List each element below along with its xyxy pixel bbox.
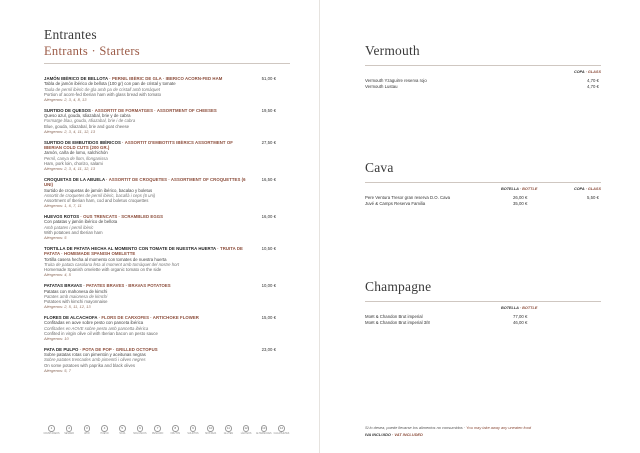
item-description-es: Jamón, caña de lomo, salchichón [44,150,108,156]
glass-price: 5,50 € [587,195,599,200]
item-description-ca: Patates amb maionesa de kimchi [44,293,108,299]
item-allergens: Alérgenos: 1, 6, 7, 11 [44,203,82,209]
item-description-en: Ham, pork loin, chorizo, salami [44,160,103,166]
item-description-es: Tabla de jamón ibérico de bellota (100 gr) con pan de cristal y tomate [44,81,176,87]
item-description-ca: Pernil, canya de llom, llonganissa [44,155,108,161]
allergen-item [168,425,183,436]
item-description-es: Sobre patatas rotas con pimentón y aceitunas negras [44,352,146,358]
item-name-translations: · ASSORTIT DE CROQUETES · ASSORTMENT OF CROQUETTES (6 UNI) [44,176,246,188]
menu-item [44,315,290,341]
allergen-number-icon: 11 [226,426,230,431]
item-description-en: On some potatoes with paprika and black olives [44,362,136,368]
allergen-label: CRUSTÁCEOS [43,433,60,435]
champagne-section [365,279,601,325]
allergen-number-icon: 7 [154,425,161,432]
title-divider [44,63,290,64]
allergen-item [132,425,147,436]
menu-item [44,108,290,134]
item-description-ca: Assortit de croquetes de pernil ibèric, bacallà i ceps (6 uni) [44,192,156,198]
item-description-en: Blue, gouda, Idiazabal, brie and goat cheese [44,123,130,129]
starters-list [44,76,290,379]
item-description-ca: Truita de patata casolana feta al moment amb tomàquet del nostre hort [44,261,180,267]
allergen-number-icon: 8 [172,425,179,432]
item-description-ca: Formatge blau, gouda, Idiazabal, brie i de cabra [44,118,136,124]
item-name-translations: · OUS TRENCATS · SCRAMBLED EGGS [79,214,164,220]
allergen-number-icon: 10 [209,426,213,431]
item-name-translations: · TRUITA DE PATATA · HOMEMADE SPANISH OMELETTE [44,245,243,257]
allergen-item [221,425,236,436]
bottle-price: 77,00 € [513,314,528,319]
section-divider [365,301,601,302]
wine-name: Vermouth Yzaguirre reserva rojo [365,78,427,83]
bottle-price: 46,00 € [513,319,528,325]
item-price: 16,50 € [261,176,276,182]
column-headers [365,70,601,78]
item-name [44,140,249,151]
item-name-es: PATATAS BRAVAS [44,283,83,289]
item-name-translations: · PATATES BRAVES · BRAVAS POTATOES [82,283,171,289]
item-description-ca: Amb patates i pernil ibèric [44,224,94,230]
item-price: 10,50 € [261,245,276,251]
item-description-ca: Taula de pernil ibèric de gla amb pa de cristall amb tomàquet [44,86,160,92]
item-name-es: TORTILLA DE PATATA HECHA AL MOMENTO CON TOMATE DE NUESTRA HUERTA [44,245,217,251]
allergen-label: SOJA [119,433,126,435]
champagne-title: Champagne [365,279,432,294]
bottle-price: 26,00 € [513,195,528,200]
item-allergens: Alérgenos: 5 [44,235,67,241]
item-description-es: Confitadas en aove sobre pesto con panceta ibérica [44,320,144,326]
allergen-label: FRUTOS [170,433,181,435]
allergen-label: CACAHUETES [273,433,290,435]
bottle-column-header: BOTELLA · BOTTLE [501,306,538,310]
allergen-label: SULFITOS [187,433,199,435]
item-description-es: Con patatas y jamón ibérico de bellota [44,219,118,225]
allergen-number-icon: 13 [262,426,266,431]
allergen-label: LÁCTEOS [240,433,252,435]
allergen-legend [44,425,294,436]
allergen-item [150,425,165,436]
item-description-es: Tortilla casera hecha al momento con tomates de nuestra huerta [44,256,167,262]
item-description-es: Patatas con mahonesa de kimchi [44,288,108,294]
item-allergens: Alérgenos: 2, 3, 4, 11, 12, 13 [44,128,96,134]
allergen-number-icon: 3 [84,425,91,432]
allergen-item [186,425,201,436]
item-name-es: HUEVOS ROTOS [44,214,80,220]
vermouth-title: Vermouth [365,43,420,58]
allergen-label: GLUTEN [223,433,234,435]
item-name [44,246,249,257]
item-allergens: Alérgenos: 10 [44,335,69,341]
item-allergens: Alérgenos: 2, 3, 4, 8, 13 [44,97,87,103]
column-headers [365,306,601,314]
wine-name: Juvé & Camps Reserva Familia [365,200,426,206]
allergen-number-icon: 9 [190,425,197,432]
takeaway-note: Si lo desea, puede llevarse los alimentos no consumidos · You may take away any uneaten food [365,425,532,430]
item-price: 16,00 € [261,214,276,220]
wine-row [365,84,601,90]
item-price: 19,50 € [261,107,276,113]
item-allergens: Alérgenos: 5, 7 [44,367,71,373]
allergen-item [62,425,77,436]
allergen-label: MOLUSCOS [133,433,147,435]
glass-price: 4,70 € [587,83,599,89]
item-price: 51,00 € [261,76,276,81]
wine-name: Moët & Chandon Brut imperial [365,314,423,319]
menu-item [44,283,290,309]
item-description-ca: Sobre patates trencades amb pimentó i olives negres [44,357,146,363]
item-name [44,177,249,188]
item-description-en: Homemade Spanish omelette with organic tomato on the side [44,267,162,273]
column-headers [365,187,601,195]
item-allergens: Alérgenos: 2, 5, 11, 12, 13 [44,304,91,310]
vermouth-section [365,43,601,89]
section-subtitle: Entrants · Starters [44,44,140,58]
cava-list [365,195,601,206]
item-description-en: Assortment of Iberian ham, cod and boletus croquettes [44,198,149,204]
item-description-en: With potatoes and Iberian ham [44,229,103,235]
glass-column-header: COPA · GLASS [573,187,601,191]
item-name-translations: · PERNIL IBÈRIC DE GLA · IBERICO ACORN-FED HAM [107,76,223,81]
item-name-es: PATA DE PULPO [44,346,79,352]
champagne-list [365,314,601,325]
allergen-label: SÉSAMO [64,433,75,435]
allergen-number-icon: 1 [48,425,55,432]
bottle-column-header: BOTELLA · BOTTLE [501,187,538,191]
allergen-item [203,425,218,436]
wine-row [365,201,601,207]
allergen-number-icon: 14 [279,426,284,431]
item-description-en: Confited in virgin olive oil with Iberian bacon on pesto sauce [44,330,158,336]
allergen-item [79,425,94,436]
item-price: 23,00 € [261,346,276,352]
wine-name: Pere Ventura Tresor gran reserva D.O. Cava [365,195,451,200]
section-title: Entrantes [44,27,97,42]
menu-item [44,177,290,209]
vat-note: IVA INCLUIDO · VAT INCLUDED [365,432,423,437]
allergen-number-icon: 12 [244,426,248,431]
wine-name: Moët & Chandon Brut imperial 3/8 [365,319,430,325]
allergen-number-icon: 6 [137,425,144,432]
item-name-es: SURTIDO DE QUESOS [44,107,91,113]
allergen-label: MOSTAZA [205,433,217,435]
item-description-es: Queso azul, gouda, Idiazabal, brie y de cabra [44,113,131,119]
menu-item [44,347,290,373]
allergen-item [115,425,130,436]
allergen-item [97,425,112,436]
bottle-price: 35,00 € [513,200,528,206]
allergen-item [239,425,254,436]
vermouth-list [365,78,601,89]
item-name-translations: · ASSORTIT D'EMBOTITS IBÈRICS ASSORTMENT OF IBERIAN COLD CUTS (200 GR.) [44,139,233,151]
item-description-en: Portion of acorn-fed Iberian ham with glass bread with tomato [44,91,162,97]
allergen-number-icon: 4 [101,425,108,432]
item-description-en: Potatoes with kimchi mayonnaise [44,298,108,304]
allergen-label: PESCADO [152,433,164,435]
cava-section [365,160,601,206]
section-divider [365,182,601,183]
item-description-ca: Confitades en AOVE sobre pesto amb pancetta ibèrica [44,325,149,331]
wine-row [365,320,601,326]
item-name-es: JAMÓN IBÉRICO DE BELLOTA [44,76,108,81]
item-name-es: FLORES DE ALCACHOFA [44,314,98,320]
allergen-item [256,425,271,436]
wine-name: Vermouth Lustau [365,83,398,89]
allergen-number-icon: 5 [119,425,126,432]
glass-column-header: COPA · GLASS [573,70,601,74]
item-price: 10,00 € [261,283,276,289]
allergen-number-icon: 2 [66,425,73,432]
item-price: 15,00 € [261,314,276,320]
item-name-es: CROQUETAS DE LA ABUELA [44,176,105,182]
allergen-item [44,425,59,436]
menu-item [44,140,290,172]
item-allergens: Alérgenos: 4, 5 [44,272,71,278]
item-allergens: Alérgenos: 2, 3, 4, 11, 12, 13 [44,166,96,172]
allergen-item [274,425,289,436]
menu-item [44,76,290,102]
item-name-es: SURTIDO DE EMBUTIDOS IBÉRICOS [44,139,121,145]
glass-price: 4,70 € [587,78,599,83]
item-name-translations: · FLORS DE CARXOFES · ARTICHOKE FLOWER [97,314,199,320]
menu-page-drinks [320,0,640,453]
allergen-label: ALTRAMUCES [255,433,272,435]
allergen-label: APIO [84,433,90,435]
cava-title: Cava [365,160,394,175]
item-name-translations: · ASSORTIT DE FORMATGES · ASSORTMENT OF CHEESES [90,107,217,113]
item-description-es: Surtido de croquetas de jamón ibérico, bacalao y boletus [44,187,153,193]
allergen-label: HUEVO [100,433,109,435]
menu-item [44,246,290,278]
menu-item [44,214,290,240]
section-divider [365,65,601,66]
item-name-translations: · POTA DE POP · GRILLED OCTOPUS [78,346,158,352]
item-price: 27,50 € [261,139,276,145]
